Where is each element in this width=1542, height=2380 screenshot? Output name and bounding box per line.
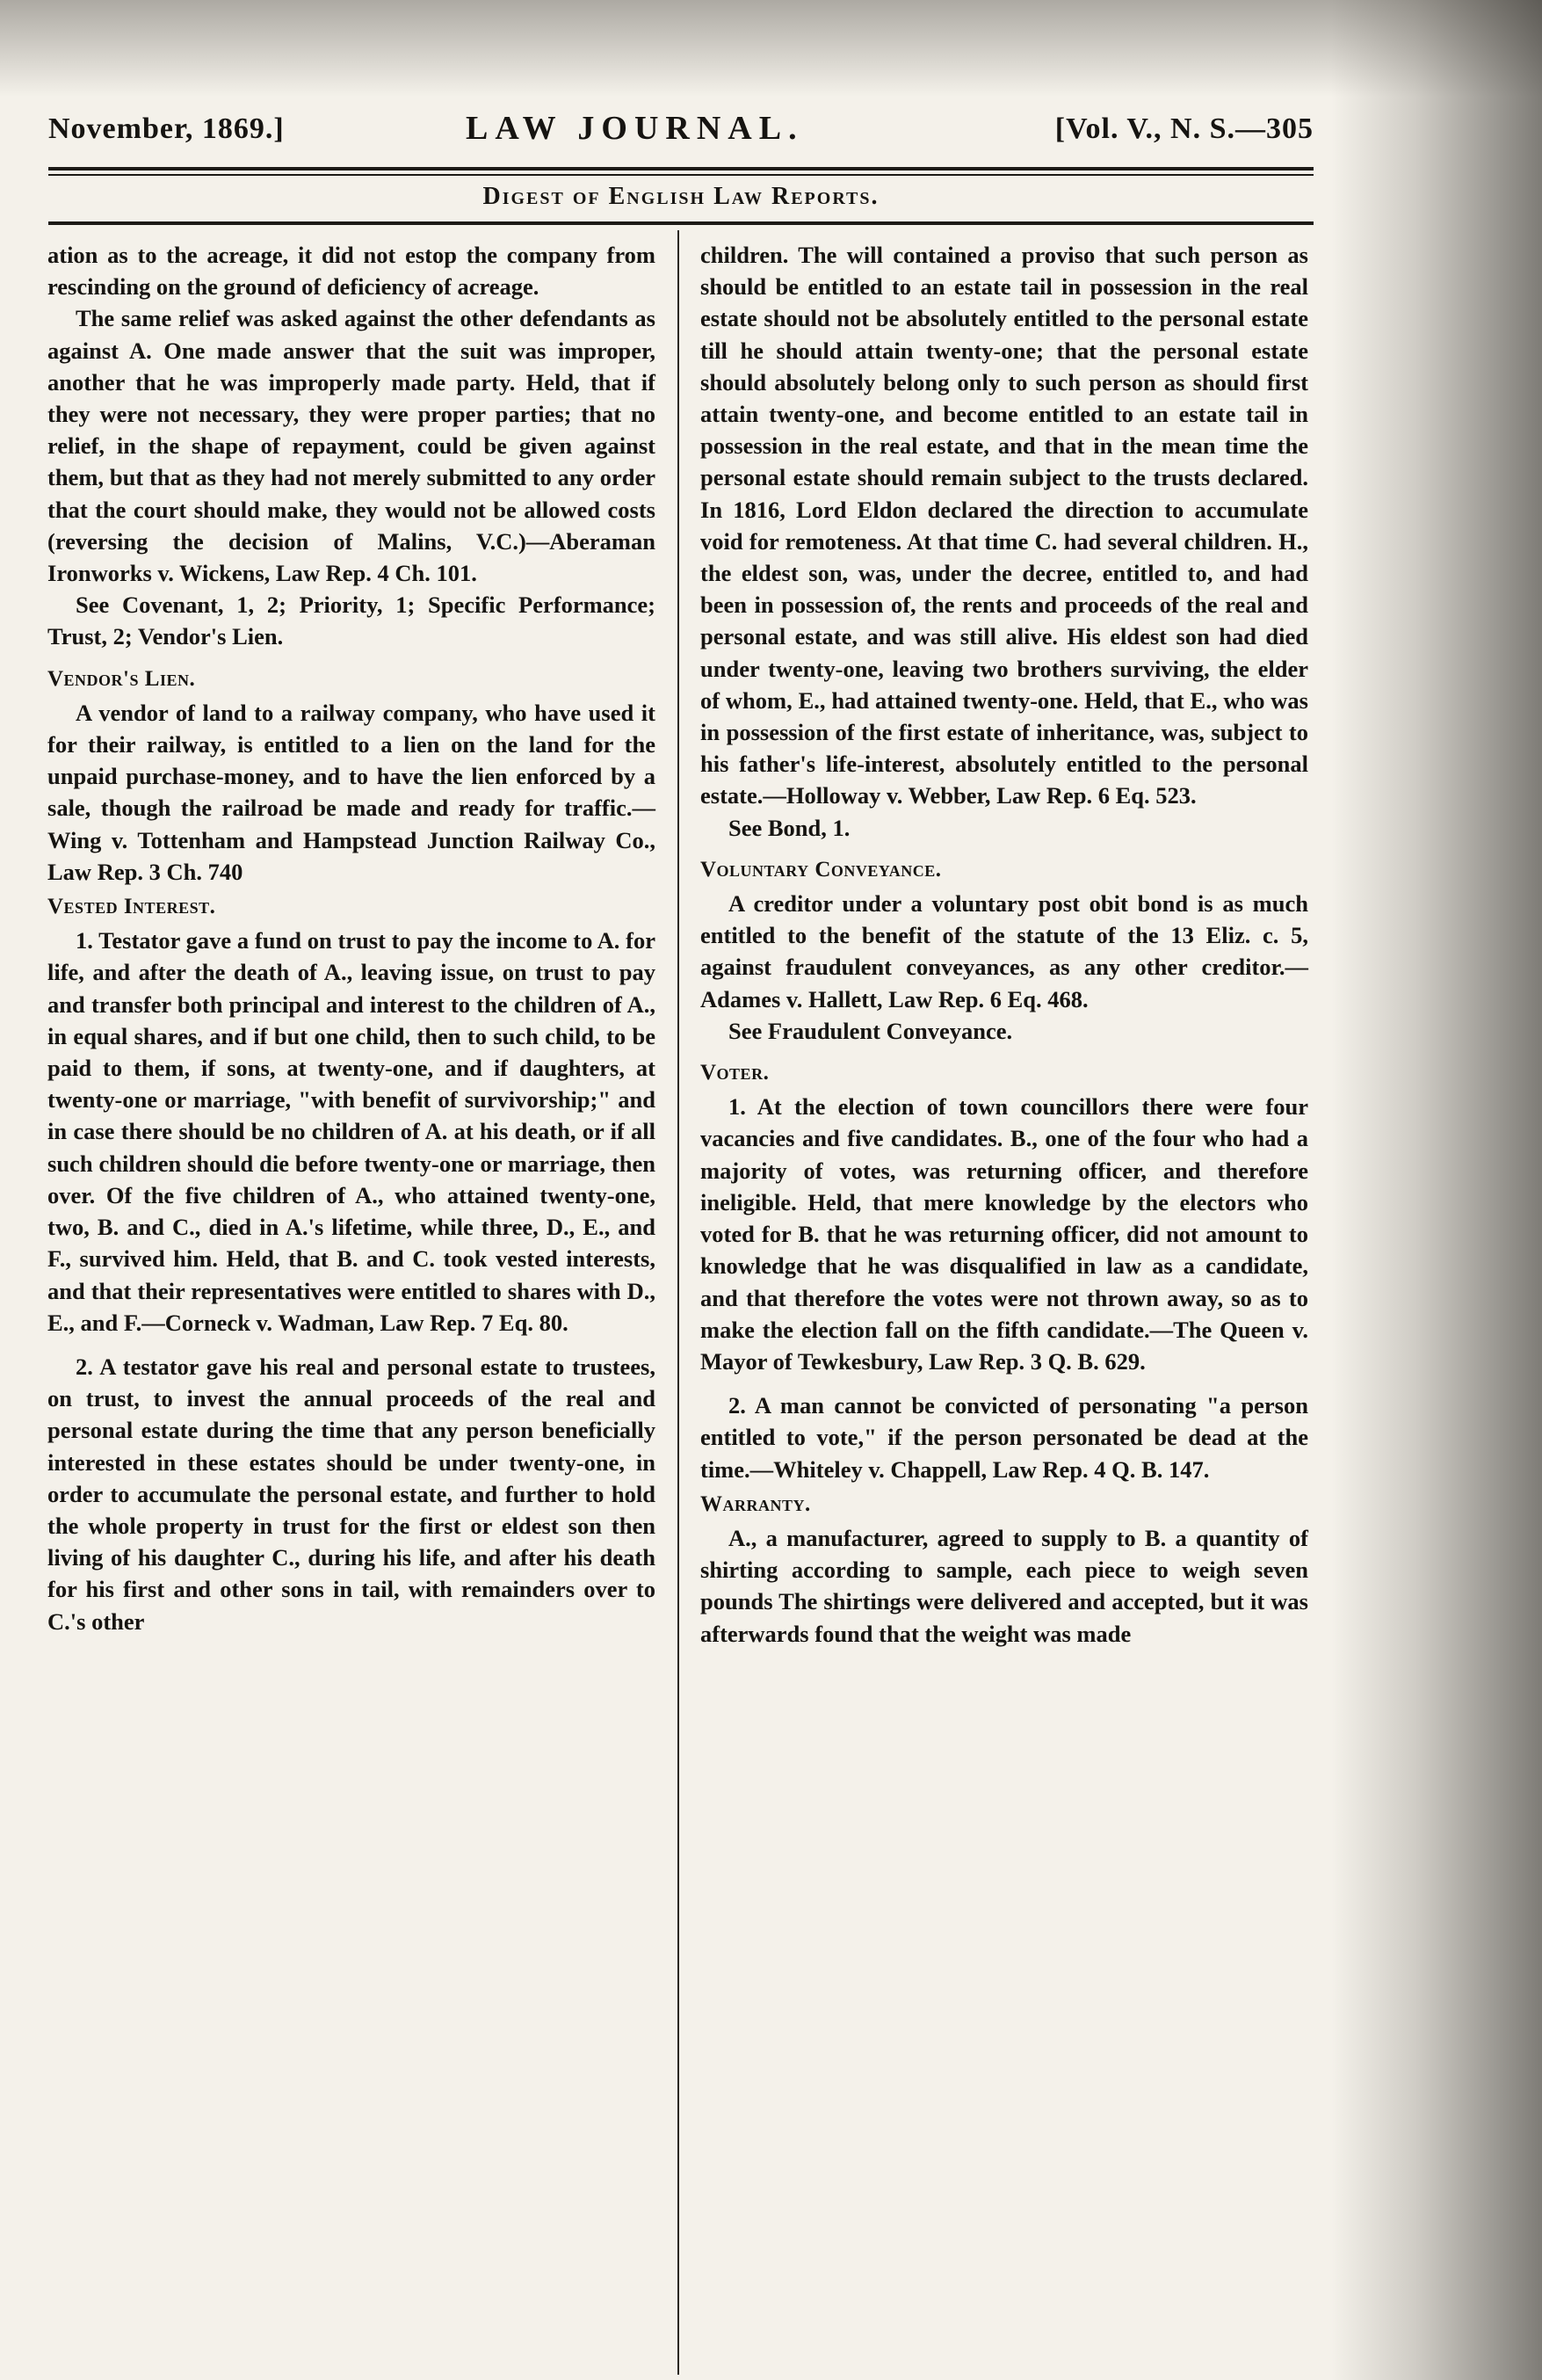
cross-reference: See Bond, 1. <box>728 814 851 841</box>
section-heading: Voter. <box>700 1061 770 1085</box>
digest-paragraph: children. The will contained a proviso that such person as should be entitled to an estate tail in possession in the real estate should not be absolutely entitled to the personal estate till he should attain twenty-one; that the personal estate should absolutely belong only to such person as should first attain twenty-one, and become entitled to an estate tail in possession in the real estate, and that in the mean time the personal estate should remain subject to the trusts declared. In 1816, Lord Eldon declared the direction to accumulate void for remoteness. At that time C. had several children. H., the eldest son, was, under the decree, entitled to, and had been in possession of, the rents and proceeds of the real and personal estate, and was still alive. His eldest son had died under twenty-one, leaving two brothers surviving, the elder of whom, E., had attained twenty-one. Held, that E., who was in possession of the first estate of inheritance, was, subject to his father's life-interest, absolutely entitled to the personal estate.—Holloway v. Webber, Law Rep. 6 Eq. 523. <box>700 242 1308 809</box>
header-volume-page: [Vol. V., N. S.—305 <box>1054 112 1314 145</box>
section-title: Digest of English Law Reports. <box>482 183 880 210</box>
cross-reference: See Covenant, 1, 2; Priority, 1; Specific Performance; Trust, 2; Vendor's Lien. <box>47 591 655 650</box>
digest-paragraph: 2. A man cannot be convicted of personating "a person entitled to vote," if the person personated be dead at the time.—Whiteley v. Chappell, Law Rep. 4 Q. B. 147. <box>700 1392 1308 1483</box>
digest-paragraph: 1. Testator gave a fund on trust to pay the income to A. for life, and after the death of A., leaving issue, on trust to pay and transfer both principal and interest to the children of A., in equal shares, and if but one child, then to such child, to be paid to them, if sons, at twenty-one, and if daughters, at twenty-one or marriage, "with benefit of survivorship;" and in case there should be no children of A. at his death, or if all such children should die before twenty-one or marriage, then over. Of the five children of A., who attained twenty-one, two, B. and C., died in A.'s lifetime, while three, D., E., and F., survived him. Held, that B. and C. took vested interests, and that their representatives were entitled to shares with D., E., and F.—Corneck v. Wadman, Law Rep. 7 Eq. 80. <box>47 927 655 1336</box>
section-heading: Vested Interest. <box>47 895 216 919</box>
digest-paragraph: 1. At the election of town councillors there were four vacancies and five candidates. B., one of the four who had a majority of votes, was returning officer, and therefore ineligible. Held, that mere knowledge by the electors who voted for B. that he was returning officer, did not amount to knowledge that he was disqualified in law as a candidate, and that therefore the votes were not thrown away, so as to make the election fall on the fifth candidate.—The Queen v. Mayor of Tewkesbury, Law Rep. 3 Q. B. 629. <box>700 1093 1308 1375</box>
header-date: November, 1869.] <box>48 112 285 145</box>
section-heading: Warranty. <box>700 1491 811 1516</box>
digest-paragraph: ation as to the acreage, it did not estop the company from rescinding on the ground of deficiency of acreage. <box>47 242 655 301</box>
left-column <box>47 239 655 1637</box>
right-column <box>700 239 1308 1650</box>
section-rule <box>48 221 1314 225</box>
column-divider <box>677 230 679 2375</box>
header-rule-thick <box>48 167 1314 171</box>
digest-paragraph: A vendor of land to a railway company, who have used it for their railway, is entitled to a lien on the land for the unpaid purchase-money, and to have the lien enforced by a sale, though the railroad be made and ready for traffic.—Wing v. Tottenham and Hampstead Junction Railway Co., Law Rep. 3 Ch. 740 <box>47 699 655 885</box>
digest-paragraph: A creditor under a voluntary post obit bond is as much entitled to the benefit of the statute of the 13 Eliz. c. 5, against fraudulent conveyances, as any other creditor.—Adames v. Hallett, Law Rep. 6 Eq. 468. <box>700 890 1308 1012</box>
section-heading: Vendor's Lien. <box>47 666 196 691</box>
running-head <box>48 105 1314 158</box>
cross-reference: See Fraudulent Conveyance. <box>728 1017 1013 1044</box>
digest-paragraph: 2. A testator gave his real and personal estate to trustees, on trust, to invest the annual proceeds of the real and personal estate during the time that any person beneficially interested in these estates should be under twenty-one, in order to accumulate the personal estate, and further to hold the whole property in trust for the first or eldest son then living of his daughter C., during his life, and after his death for his first and other sons in tail, with remainders over to C.'s other <box>47 1353 655 1635</box>
digest-paragraph: The same relief was asked against the other defendants as against A. One made answer that the suit was improper, another that he was improperly made party. Held, that if they were not necessary, they were proper parties; that no relief, in the shape of repayment, could be given against them, but that as they had not merely submitted to any order that the court should make, they would not be allowed costs (reversing the decision of Malins, V.C.)—Aberaman Ironworks v. Wickens, Law Rep. 4 Ch. 101. <box>47 305 655 587</box>
section-heading: Voluntary Conveyance. <box>700 857 942 882</box>
digest-paragraph: A., a manufacturer, agreed to supply to B. a quantity of shirting according to sample, each piece to weigh seven pounds The shirtings were delivered and accepted, but it was afterwards found that the weight was made <box>700 1524 1308 1647</box>
header-rule-thin <box>48 174 1314 176</box>
header-journal-title: LAW JOURNAL. <box>466 110 804 147</box>
scan-shadow-top <box>0 0 1542 97</box>
scan-shadow-right <box>1331 0 1542 2380</box>
